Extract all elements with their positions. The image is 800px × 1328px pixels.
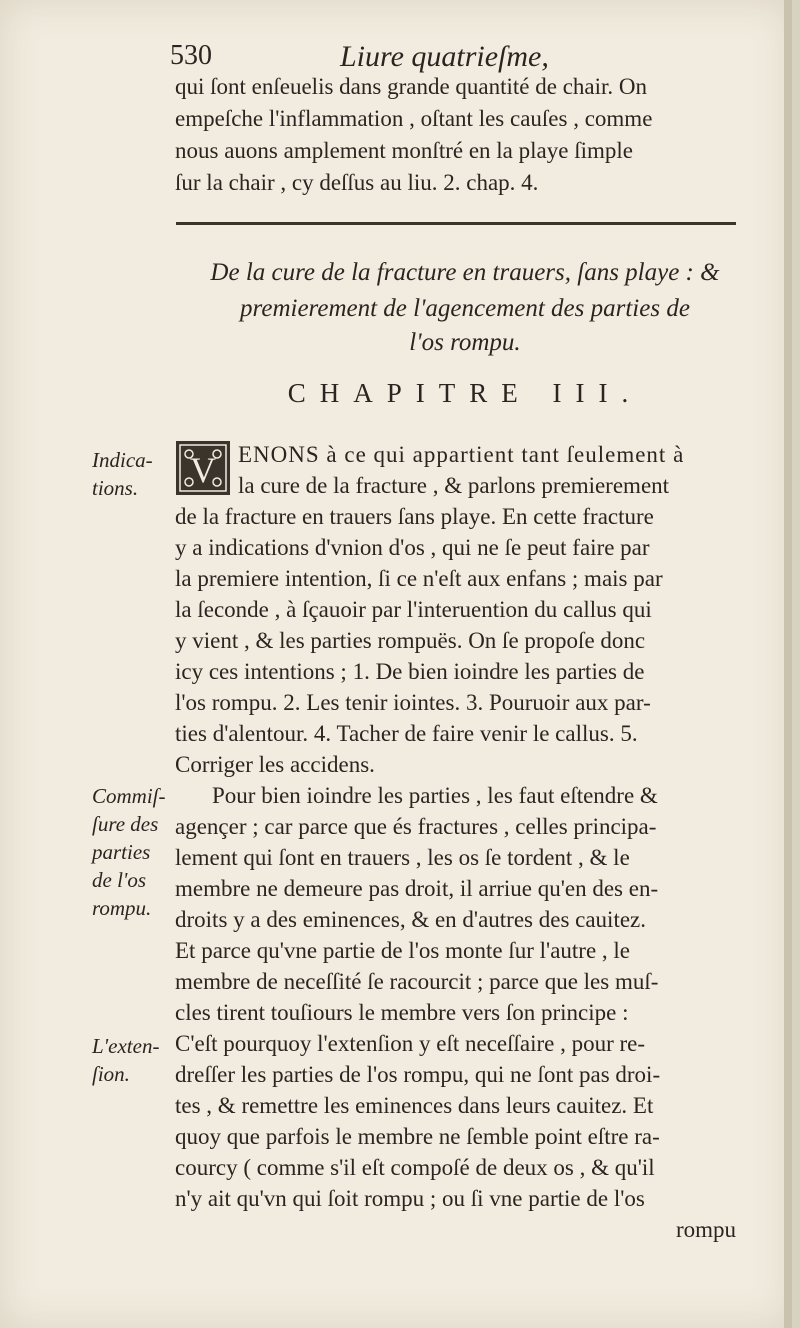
intro-line: nous auons amplement monſtré en la playe ſimple	[175, 138, 633, 163]
section-title-line: premierement de l'agencement des parties de	[240, 295, 690, 322]
body-line: l'os rompu. 2. Les tenir iointes. 3. Pouruoir aux par-	[175, 690, 651, 715]
dropcap-letter: V	[190, 450, 216, 490]
body-line: Et parce qu'vne partie de l'os monte ſur l'autre , le	[175, 938, 631, 963]
body-line: tes , & remettre les eminences dans leurs cauitez. Et	[175, 1093, 654, 1118]
intro-line: qui ſont enſeuelis dans grande quantité de chair. On	[175, 74, 648, 99]
margin-note-line: Indica-	[92, 448, 153, 472]
margin-note-line: parties	[92, 840, 151, 864]
chapter-heading: CHAPITRE III.	[287, 378, 643, 408]
body-line: icy ces intentions ; 1. De bien ioindre les parties de	[175, 659, 645, 684]
intro-line: ſur la chair , cy deſſus au liu. 2. chap. 4.	[175, 170, 539, 195]
body-line: agençer ; car parce que és fractures , celles principa-	[175, 814, 657, 839]
margin-note-line: rompu.	[92, 896, 152, 920]
margin-note-line: tions.	[92, 476, 139, 500]
body-line: n'y ait qu'vn qui ſoit rompu ; ou ſi vne partie de l'os	[175, 1186, 645, 1211]
body-line: membre ne demeure pas droit, il arriue qu'en des en-	[175, 876, 659, 901]
margin-note-line: ſion.	[92, 1062, 130, 1086]
body-line: la ſeconde , à ſçauoir par l'interuention du callus qui	[175, 597, 652, 622]
body-line: quoy que parfois le membre ne ſemble point eſtre ra-	[175, 1124, 660, 1149]
page-number: 530	[170, 40, 212, 71]
body-line: cles tirent touſiours le membre vers ſon principe :	[175, 1000, 629, 1025]
body-line: y vient , & les parties rompuës. On ſe propoſe donc	[175, 628, 646, 653]
margin-note-commissure	[92, 782, 166, 922]
body-line: la premiere intention, ſi ce n'eſt aux enfans ; mais par	[175, 566, 663, 591]
section-divider	[176, 222, 736, 225]
body-line: dreſſer les parties de l'os rompu, qui ne ſont pas droi-	[175, 1062, 661, 1087]
margin-note-line: ſure des	[92, 812, 159, 836]
section-title-line: l'os rompu.	[409, 329, 521, 356]
body-line: ENONS à ce qui appartient tant ſeulement à	[238, 442, 685, 467]
margin-note-indications	[92, 446, 153, 502]
intro-line: empeſche l'inflammation , oſtant les cauſes , comme	[175, 106, 653, 131]
body-line: la cure de la fracture , & parlons premierement	[238, 473, 670, 498]
body-line: lement qui ſont en trauers , les os ſe tordent , & le	[175, 845, 630, 870]
margin-note-line: de l'os	[92, 868, 147, 892]
section-title-line: De la cure de la fracture en trauers, ſans playe : &	[210, 259, 720, 286]
body-line: de la fracture en trauers ſans playe. En cette fracture	[175, 504, 654, 529]
ornamental-dropcap	[175, 440, 231, 496]
body-line: droits y a des eminences, & en d'autres des cauitez.	[175, 907, 647, 932]
body-line: y a indications d'vnion d'os , qui ne ſe peut faire par	[175, 535, 650, 560]
body-line: membre de neceſſité ſe racourcit ; parce que les muſ-	[175, 969, 659, 994]
margin-note-extension	[92, 1032, 159, 1088]
body-line: courcy ( comme s'il eſt compoſé de deux os , & qu'il	[175, 1155, 655, 1180]
body-line: ties d'alentour. 4. Tacher de faire venir le callus. 5.	[175, 721, 638, 746]
margin-note-line: Commiſ-	[92, 784, 166, 808]
body-line: C'eſt pourquoy l'extenſion y eſt neceſſaire , pour re-	[175, 1031, 646, 1056]
catchword: rompu	[676, 1217, 737, 1242]
body-line: Pour bien ioindre les parties , les faut eſtendre &	[212, 783, 658, 808]
running-title: Liure quatrieſme,	[340, 40, 549, 73]
page-edge	[784, 0, 792, 1328]
body-line: Corriger les accidens.	[175, 752, 375, 777]
margin-note-line: L'exten-	[92, 1034, 160, 1058]
